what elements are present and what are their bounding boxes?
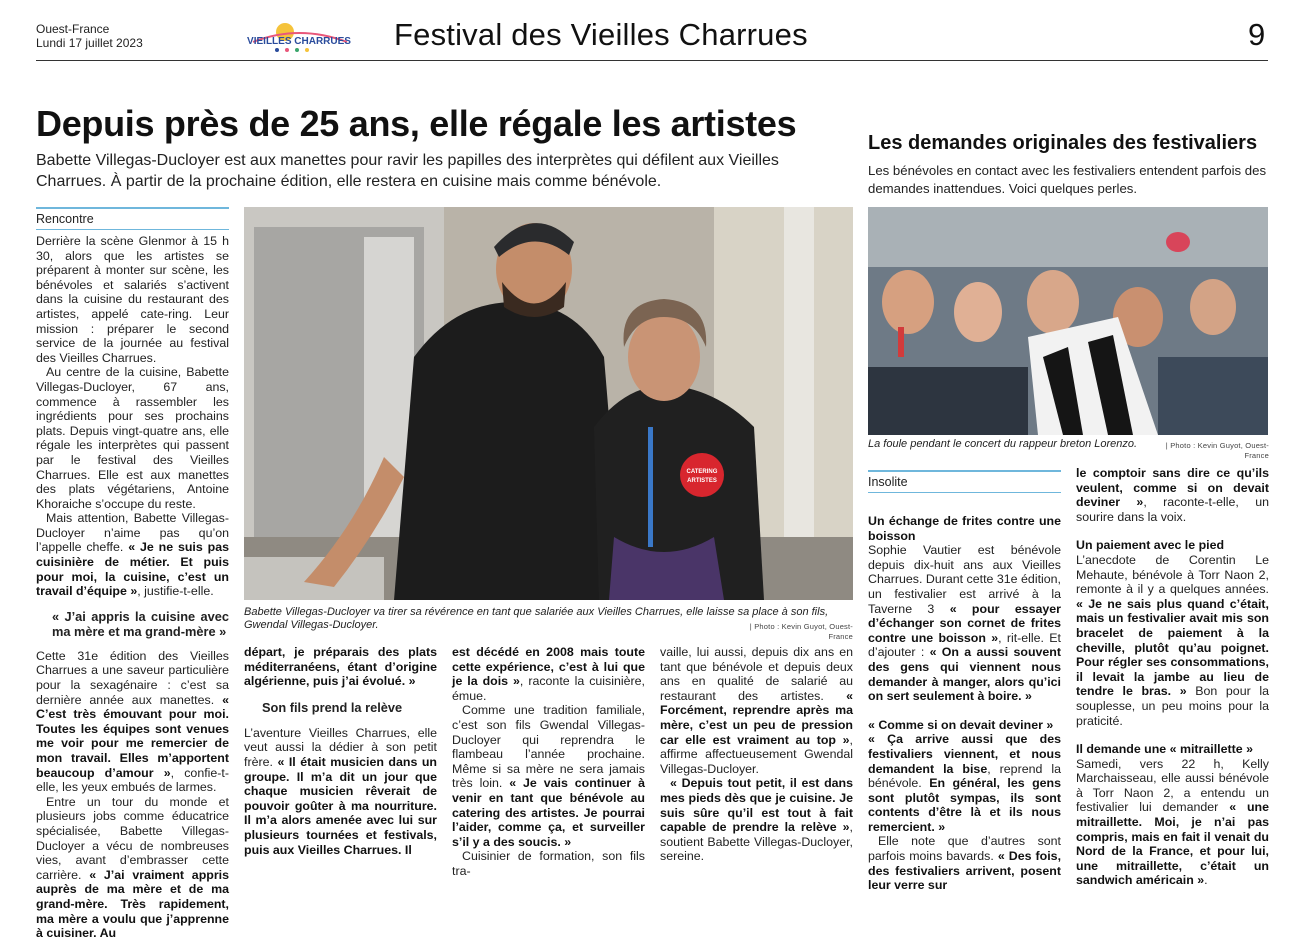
crowd-photo: [868, 207, 1268, 435]
svg-text:CATERING: CATERING: [686, 469, 718, 475]
festival-logo: [243, 20, 355, 54]
paragraph: Samedi, vers 22 h, Kelly Marchaisseau, elle aussi bénévole à Torr Naon 2, a entendu un festivalier lui demander « une mitraillette. Moi, je n’ai pas compris, mais en fait il venait du Nord de la France, et pour lui, une mitraillette, c’était un sandwich américain ».: [1076, 756, 1269, 888]
subheading: Un échange de frites contre une boisson: [868, 514, 1061, 543]
header-rule: [36, 60, 1268, 61]
paragraph: Sophie Vautier est bénévole depuis dix-huit ans aux Vieilles Charrues. Durant cette 31e édition, un festivalier est arrivé à la Taverne 3 « pour essayer d’échanger son cornet de frites contre une boisson », rit-elle. Et d’ajouter : « On a aussi souvent des gens qui viennent nous demander à manger, alors qu’ici on sert seulement à boire. »: [868, 543, 1062, 704]
paragraph: « Depuis tout petit, il est dans mes pieds dès que je cuisine. Je suis sûre qu’il est tout à fait capable de prendre la relève », soutient Babette Villegas-Ducloyer, sereine.: [660, 776, 853, 864]
paragraph: est décédé en 2008 mais toute cette expérience, c’est à lui que je la dois », raconte la cuisinière, émue.: [452, 645, 646, 703]
article-kicker: Rencontre: [36, 207, 229, 230]
kitchen-photo: [244, 207, 853, 600]
paragraph: Comme une tradition familiale, c’est son fils Gwendal Villegas-Ducloyer qui reprendra le flambeau l’année prochaine. Même si sa mère ne sera jamais très loin. « Je vais continuer à venir en tant que bénévole au catering des artistes. Je pourrai l’aider, comme ça, et surveiller s’il y a des soucis. »: [452, 703, 645, 849]
crowd-photo-caption: La foule pendant le concert du rappeur breton Lorenzo.: [868, 438, 1138, 450]
intertitle: « J’ai appris la cuisine avec ma mère et ma grand-mère »: [52, 608, 229, 639]
paragraph: L’aventure Vieilles Charrues, elle veut aussi la dédier à son petit frère. « Il était musicien dans un groupe. Il m’a dit un jour que chaque musicien rêverait de pouvoir goûter à ma nourriture. Il m’a alors amenée avec lui sur plusieurs tournées et festivals, puis aux Vieilles Charrues. Il: [244, 725, 437, 857]
side-column-1: [868, 470, 1061, 893]
paragraph: Cuisinier de formation, son fils tra-: [452, 849, 645, 878]
paragraph: Au centre de la cuisine, Babette Villegas-Ducloyer, 67 ans, commence à rassembler les ingrédients pour ses prochains plats. Depuis vingt-quatre ans, elle régale les interprètes qui passent par le festival des Vieilles Charrues. Elle est aux manettes des plats végétariens, Antoine Khoraiche s’occupe du reste.: [36, 365, 229, 511]
logo-text: VIEILLES CHARRUES: [247, 36, 351, 47]
side-kicker: Insolite: [868, 470, 1061, 493]
side-article-heading: Les demandes originales des festivaliers: [868, 132, 1258, 154]
side-article-intro: Les bénévoles en contact avec les festivaliers entendent parfois des demandes inattendues. Voici quelques perles.: [868, 163, 1267, 196]
publication-date: Lundi 17 juillet 2023: [36, 36, 143, 50]
paragraph: Cette 31e édition des Vieilles Charrues a une saveur particulière pour la sexagénaire : c’est sa dernière année aux manettes. « C’est très émouvant pour moi. Toutes les équipes sont venues me voir pour me remercier de mon travail. Elles m’apportent beaucoup d’amour », confie-t-elle, les yeux embués de larmes.: [36, 648, 229, 795]
article-column-1: [36, 207, 229, 941]
section-title: Festival des Vieilles Charrues: [394, 17, 808, 52]
intertitle: Son fils prend la relève: [262, 699, 403, 715]
subheading: Il demande une « mitraillette »: [1076, 742, 1253, 757]
photo-credit: | Photo : Kevin Guyot, Ouest-France: [749, 622, 853, 641]
paragraph: départ, je préparais des plats méditerranéens, étant d’origine algérienne, puis j’ai évolué. »: [244, 645, 437, 689]
paragraph: L’anecdote de Corentin Le Mehaute, bénévole à Torr Naon 2, remonte à il y a quelques années. « Je ne sais plus quand c’était, mais un festivalier avait mis son bracelet de paiement à la cheville, plutôt qu’au poignet. Pour régler ses consommations, il levait la jambe au lieu de tendre le bras. » Bon pour la souplesse, un peu moins pour la praticité.: [1076, 552, 1269, 728]
article-column-4: [660, 645, 853, 864]
paragraph: vaille, lui aussi, depuis dix ans en tant que bénévole et depuis deux ans en qualité de salarié au restaurant des artistes. « Forcément, reprendre après ma mère, c’est un peu de pression car elle est vraiment au top », affirme affectueusement Gwendal Villegas-Ducloyer.: [660, 645, 853, 776]
crowd-photo-credit: | Photo : Kevin Guyot, Ouest-France: [1165, 441, 1269, 460]
page-number: 9: [1248, 17, 1266, 52]
article-headline: Depuis près de 25 ans, elle régale les artistes: [36, 103, 797, 144]
article-column-3: [452, 645, 645, 879]
paragraph: « Ça arrive aussi que des festivaliers viennent, et nous demandent la bise, reprend la bénévole. En général, les gens sont plutôt sympas, ils sont contents d’être là et ils nous remercient. »: [868, 732, 1061, 834]
svg-text:ARTISTES: ARTISTES: [687, 478, 717, 484]
side-column-2: [1076, 466, 1269, 888]
paragraph: Mais attention, Babette Villegas-Ducloyer n’aime pas qu’on l’appelle cheffe. « Je ne suis pas cuisinière de métier. Et puis pour moi, la cuisine, c’est un travail d’équipe », justifie-t-elle.: [36, 511, 229, 599]
paragraph: le comptoir sans dire ce qu’ils veulent, comme si on devait deviner », raconte-t-elle, un sourire dans la voix.: [1076, 466, 1269, 524]
masthead-meta: [36, 22, 143, 50]
paragraph: Elle note que d’autres sont parfois moins bavards. « Des fois, des festivaliers arrivent, posent leur verre sur: [868, 834, 1062, 893]
paragraph: Entre un tour du monde et plusieurs jobs comme éducatrice spécialisée, Babette Villegas-Ducloyer a vécu de nombreuses vies, avant d’embrasser cette carrière. « J’ai vraiment appris auprès de ma mère et de ma grand-mère. Très rapidement, ma mère a voulu que j’apprenne à cuisiner. Au: [36, 794, 229, 941]
paragraph: Derrière la scène Glenmor à 15 h 30, alors que les artistes se préparent à monter sur scène, les bénévoles et salariés s’activent dans la cuisine du restaurant des artistes, appelé cate-ring. Leur mission : préparer le second service de la journée au festival des Vieilles Charrues.: [36, 234, 229, 365]
article-column-2: [244, 645, 437, 857]
photo-caption: Babette Villegas-Ducloyer va tirer sa révérence en tant que salariée aux Vieilles Charrues, elle laisse sa place à son fils, Gwendal Villegas-Ducloyer.: [244, 606, 829, 631]
subheading: Un paiement avec le pied: [1076, 538, 1225, 553]
catering-badge: [680, 453, 724, 497]
publication-name: Ouest-France: [36, 22, 110, 36]
subheading: « Comme si on devait deviner »: [868, 717, 1054, 732]
article-standfirst: Babette Villegas-Ducloyer est aux manettes pour ravir les papilles des interprètes qui défilent aux Vieilles Charrues. À partir de la prochaine édition, elle restera en cuisine mais comme bénévole.: [36, 152, 779, 190]
